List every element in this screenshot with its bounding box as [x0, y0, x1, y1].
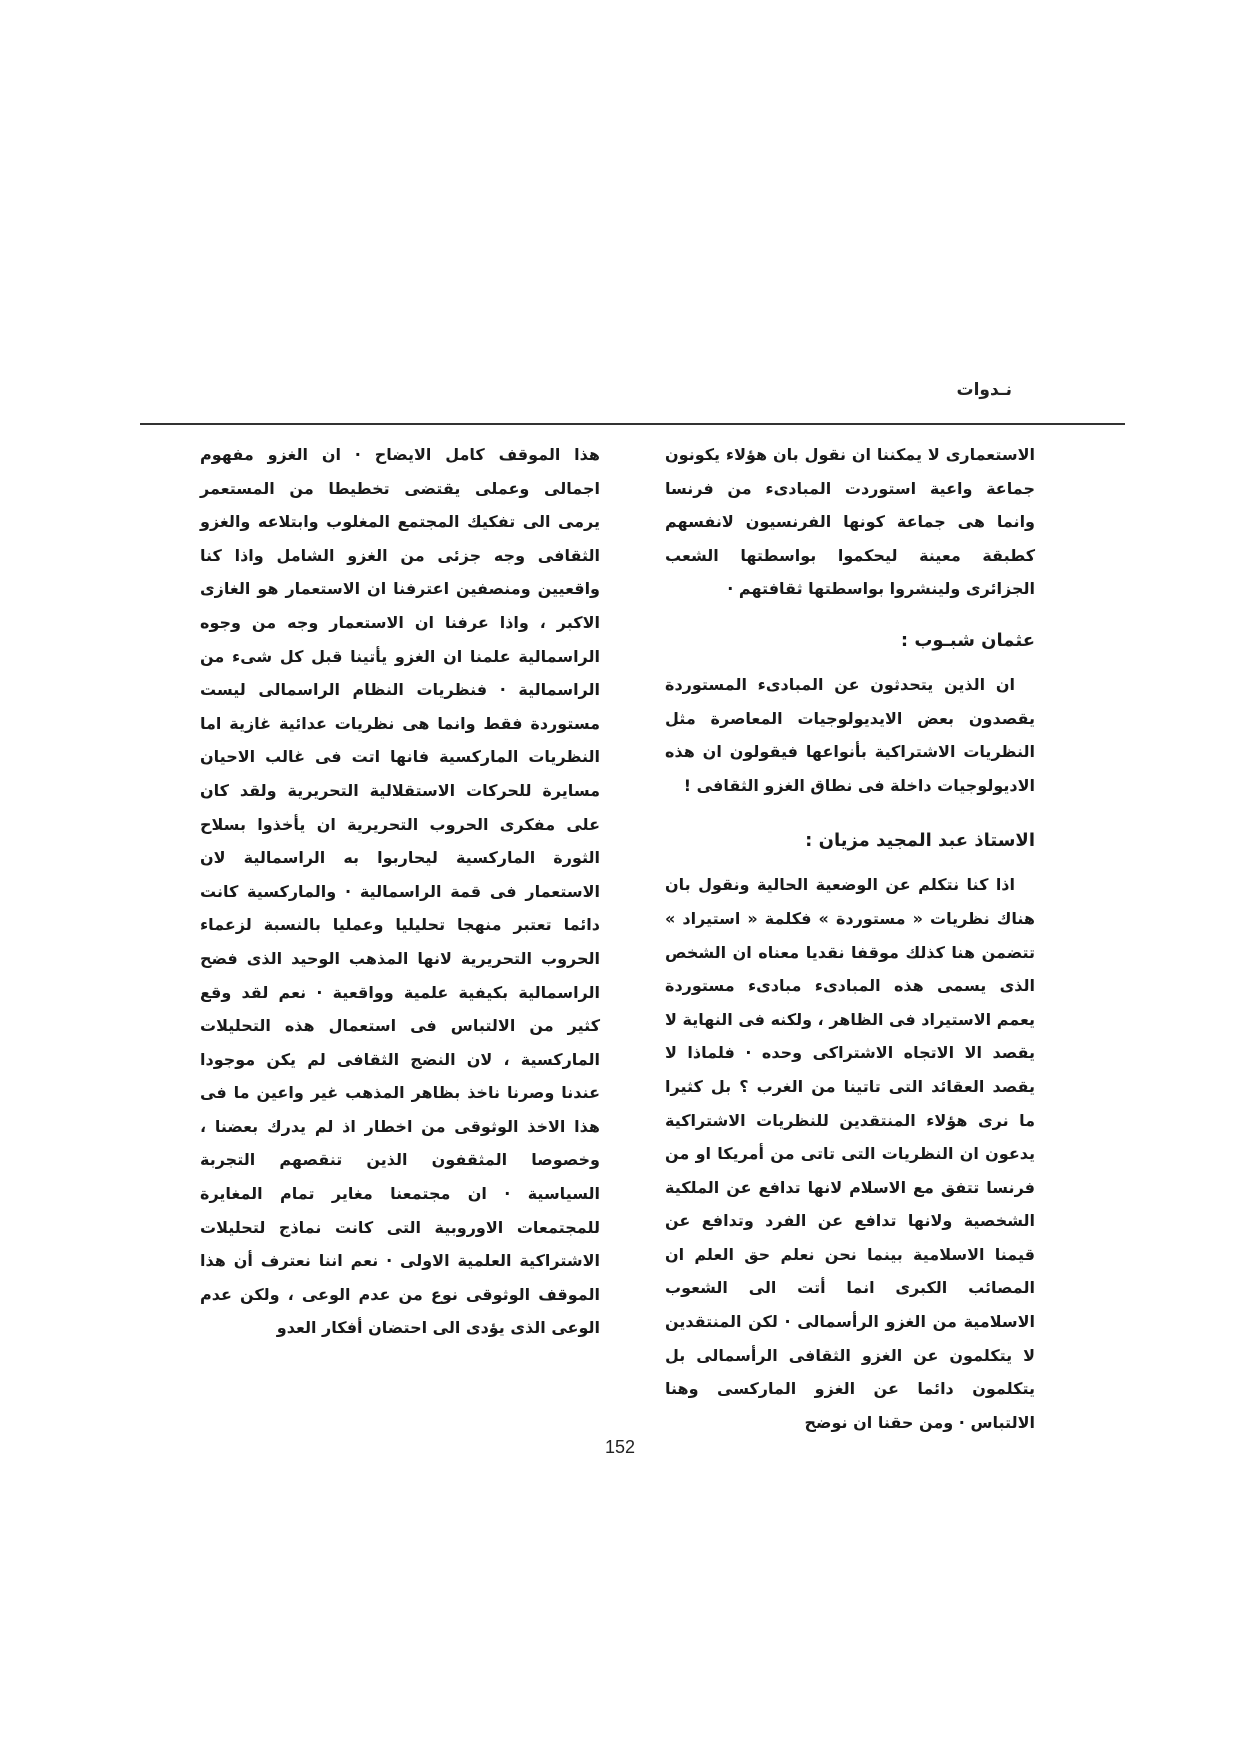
speaker-name: عثمان شبـوب : [900, 629, 1035, 651]
paragraph: ان الذين يتحدثون عن المبادىء المستوردة يقصدون بعض الايديولوجيات المعاصرة مثل النظريات الاشتراكية بأنواعها فيقولون ان هذه الاديولوجيات داخلة فى نطاق الغزو الثقافى ! [665, 674, 1035, 795]
header-divider [140, 423, 1125, 425]
right-column [665, 438, 1035, 1439]
section-header: نـدوات [956, 380, 1012, 400]
paragraph: الاستعمارى لا يمكننا ان نقول بان هؤلاء يكونون جماعة واعية استوردت المبادىء من فرنسا وانما هى جماعة كونها الفرنسيون لانفسهم كطبقة معينة ليحكموا بواسطتها الشعب الجزائرى ولينشروا بواسطتها ثقافتهم · [665, 445, 1035, 599]
speaker-name: الاستاذ عبد المجيد مزيان : [805, 830, 1035, 852]
paragraph: اذا كنا نتكلم عن الوضعية الحالية ونقول بان هناك نظريات « مستوردة » فكلمة « استيراد » تتضمن هنا كذلك موقفا نقديا معناه ان الشخص الذى يسمى هذه المبادىء مبادىء مستوردة يعمم الاستيراد فى الظاهر ، ولكنه فى النهاية لا يقصد الا الاتجاه الاشتراكى وحده · فلماذا لا يقصد العقائد التى تاتينا من الغرب ؟ بل كثيرا ما نرى هؤلاء المنتقدين للنظريات الاشتراكية يدعون ان النظريات التى تاتى من أمريكا او من فرنسا تتفق مع الاسلام لانها تدافع عن الملكية الشخصية ولانها تدافع عن الفرد وتدافع عن قيمنا الاسلامية بينما نحن نعلم حق العلم ان المصائب الكبرى انما أتت الى الشعوب الاسلامية من الغزو الرأسمالى · لكن المنتقدين لا يتكلمون عن الغزو الثقافى الرأسمالى بل يتكلمون دائما عن الغزو الماركسى وهنا الالتباس · ومن حقنا ان نوضح [665, 875, 1035, 1432]
left-column [200, 438, 600, 1345]
page-number: 152 [604, 1437, 636, 1457]
paragraph: هذا الموقف كامل الايضاح · ان الغزو مفهوم اجمالى وعملى يقتضى تخطيطا من المستعمر يرمى الى تفكيك المجتمع المغلوب وابتلاعه والغزو الثقافى وجه جزئى من الغزو الشامل واذا كنا واقعيين ومنصفين اعترفنا ان الاستعمار هو الغازى الاكبر ، واذا عرفنا ان الاستعمار وجه من وجوه الراسمالية علمنا ان الغزو يأتينا قبل كل شىء من الراسمالية · فنظريات النظام الراسمالى ليست مستوردة فقط وانما هى نظريات عدائية غازية اما النظريات الماركسية فانها اتت فى غالب الاحيان مسايرة للحركات الاستقلالية التحريرية ولقد كان على مفكرى الحروب التحريرية ان يأخذوا بسلاح الثورة الماركسية ليحاربوا به الراسمالية لان الاستعمار فى قمة الراسمالية · والماركسية كانت دائما تعتبر منهجا تحليليا وعمليا بالنسبة لزعماء الحروب التحريرية لانها المذهب الوحيد الذى فضح الراسمالية بكيفية علمية وواقعية · نعم لقد وقع كثير من الالتباس فى استعمال هذه التحليلات الماركسية ، لان النضج الثقافى لم يكن موجودا عندنا وصرنا ناخذ بظاهر المذهب غير واعين ما فى هذا الاخذ الوثوقى من اخطار اذ لم يدرك بعضنا ، وخصوصا المثقفون الذين تنقصهم التجربة السياسية · ان مجتمعنا مغاير تمام المغايرة للمجتمعات الاوروبية التى كانت نماذج لتحليلات الاشتراكية العلمية الاولى · نعم اننا نعترف أن هذا الموقف الوثوقى نوع من عدم الوعى ، ولكن عدم الوعى الذى يؤدى الى احتضان أفكار العدو [200, 445, 600, 1338]
